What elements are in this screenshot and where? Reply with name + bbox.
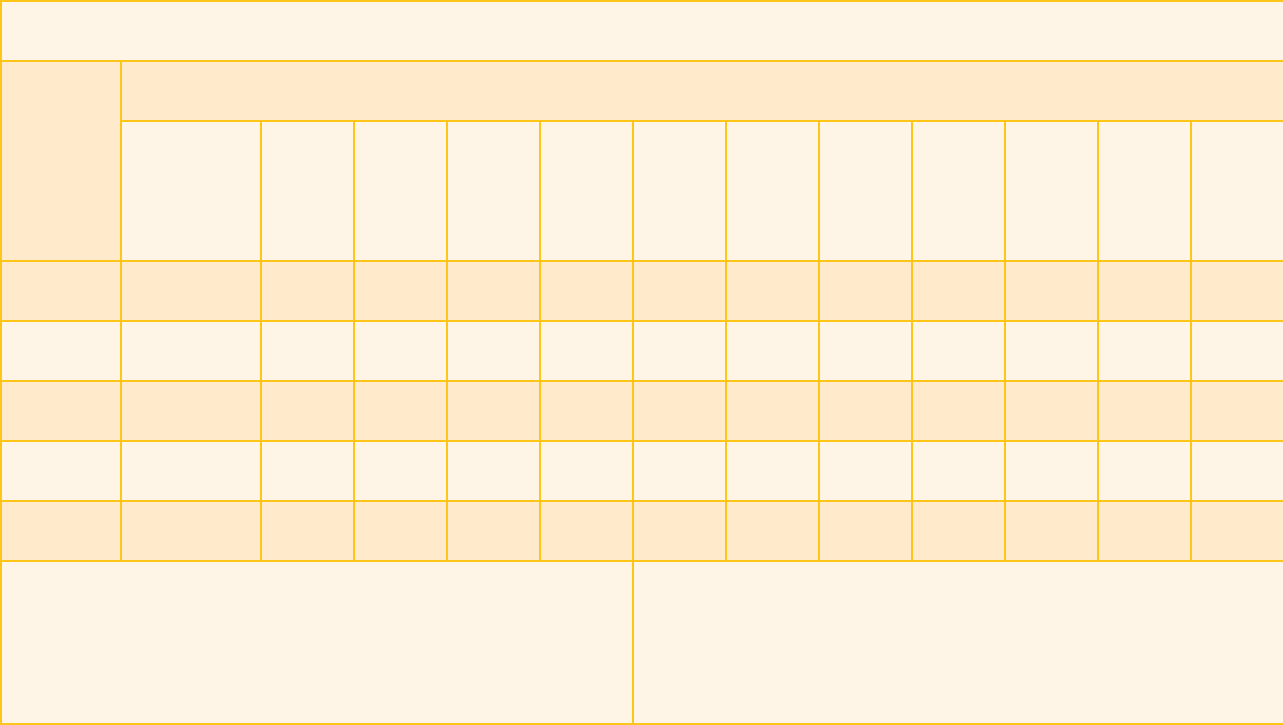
table-cell: [540, 381, 633, 441]
table-cell: [261, 381, 354, 441]
table-cell: [1, 441, 121, 501]
column-header-cell: [1191, 121, 1283, 261]
table-cell: [540, 441, 633, 501]
column-header-cell: [819, 121, 912, 261]
table-cell: [819, 501, 912, 561]
table-cell: [354, 501, 447, 561]
table-cell: [1005, 501, 1098, 561]
table-cell: [1, 321, 121, 381]
column-header-cell: [354, 121, 447, 261]
table-row: [1, 261, 1283, 321]
table-cell: [912, 501, 1005, 561]
table-cell: [912, 261, 1005, 321]
table-cell: [121, 381, 261, 441]
table-cell: [633, 321, 726, 381]
table-cell: [1098, 441, 1191, 501]
group-header-cell: [121, 61, 1283, 121]
table-cell: [447, 381, 540, 441]
table-cell: [540, 501, 633, 561]
table-cell: [447, 501, 540, 561]
table-cell: [1098, 261, 1191, 321]
table-cell: [1191, 261, 1283, 321]
table-cell: [633, 381, 726, 441]
table-cell: [540, 321, 633, 381]
table-cell: [912, 441, 1005, 501]
table-row: [1, 441, 1283, 501]
column-header-cell: [447, 121, 540, 261]
table-cell: [121, 501, 261, 561]
table-cell: [912, 381, 1005, 441]
table-cell: [1191, 381, 1283, 441]
table-cell: [121, 261, 261, 321]
table-cell: [354, 261, 447, 321]
table-cell: [1098, 501, 1191, 561]
table-cell: [354, 381, 447, 441]
table-cell: [726, 441, 819, 501]
table-cell: [1191, 321, 1283, 381]
table-cell: [819, 261, 912, 321]
table-cell: [633, 261, 726, 321]
column-header-cell: [1098, 121, 1191, 261]
table-cell: [1005, 321, 1098, 381]
table-row: [1, 321, 1283, 381]
table-cell: [354, 321, 447, 381]
table-cell: [726, 501, 819, 561]
table-cell: [1191, 441, 1283, 501]
table-cell: [261, 441, 354, 501]
column-header-cell: [121, 121, 261, 261]
table-cell: [261, 321, 354, 381]
table-cell: [447, 321, 540, 381]
table-cell: [912, 321, 1005, 381]
table-cell: [1191, 501, 1283, 561]
column-header-cell: [726, 121, 819, 261]
table-cell: [121, 321, 261, 381]
table-cell: [121, 441, 261, 501]
column-header-cell: [261, 121, 354, 261]
table-cell: [819, 381, 912, 441]
column-header-cell: [912, 121, 1005, 261]
table-row: [1, 501, 1283, 561]
column-header-cell: [540, 121, 633, 261]
table-cell: [1, 261, 121, 321]
column-header-cell: [1005, 121, 1098, 261]
table-cell: [1, 501, 121, 561]
table-cell: [447, 261, 540, 321]
table-cell: [819, 321, 912, 381]
table-cell: [1005, 441, 1098, 501]
table-cell: [447, 441, 540, 501]
table-cell: [1005, 261, 1098, 321]
table-cell: [354, 441, 447, 501]
table-cell: [261, 261, 354, 321]
table-cell: [726, 261, 819, 321]
table-cell: [726, 321, 819, 381]
row-header-cell: [1, 61, 121, 261]
table-title-cell: [1, 1, 1283, 61]
table-cell: [633, 441, 726, 501]
table-cell: [819, 441, 912, 501]
footer-right-cell: [633, 561, 1283, 724]
table-cell: [261, 501, 354, 561]
table-cell: [1, 381, 121, 441]
column-header-cell: [633, 121, 726, 261]
table-row: [1, 381, 1283, 441]
table-cell: [726, 381, 819, 441]
table-cell: [1098, 321, 1191, 381]
table-cell: [1005, 381, 1098, 441]
footer-left-cell: [1, 561, 633, 724]
table-cell: [1098, 381, 1191, 441]
table-cell: [633, 501, 726, 561]
table-cell: [540, 261, 633, 321]
